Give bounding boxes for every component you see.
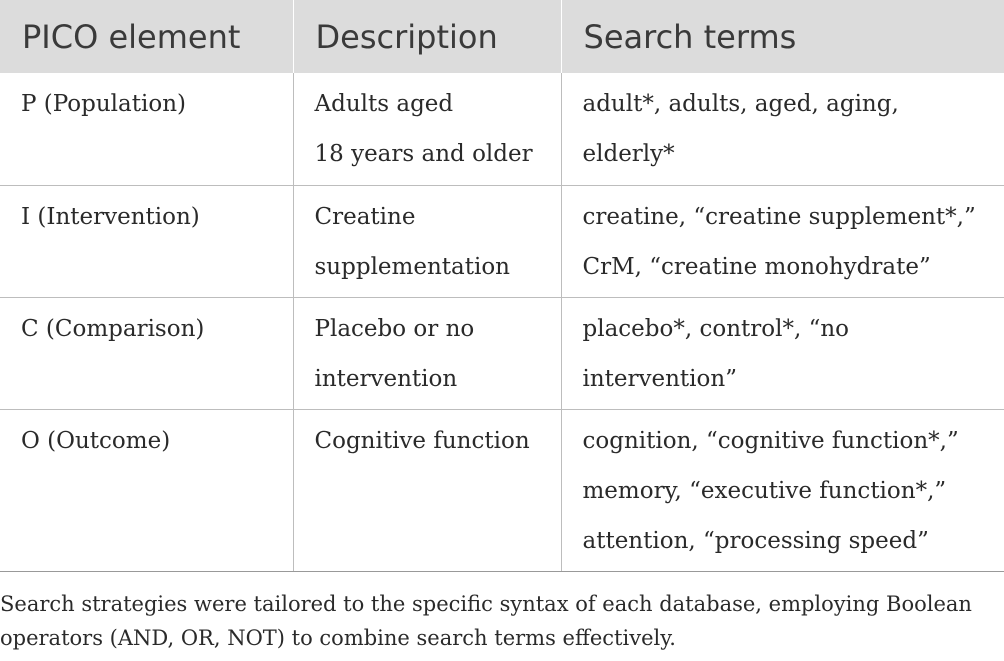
table-row-comparison: [0, 297, 1004, 409]
header-search-terms: Search terms: [561, 0, 1004, 73]
description-line: supplementation: [314, 253, 510, 280]
footnote-line: Search strategies were tailored to the specific syntax of each database, employing Boolean: [0, 592, 972, 616]
description-line: intervention: [314, 365, 458, 392]
terms-line: intervention”: [582, 365, 737, 392]
description-line: Creatine: [314, 203, 416, 230]
cell-description: [293, 185, 561, 297]
footnote-line: operators (AND, OR, NOT) to combine search terms effectively.: [0, 626, 676, 650]
table-row-intervention: [0, 185, 1004, 297]
element-label: P (Population): [21, 91, 186, 117]
table-row-outcome: [0, 409, 1004, 571]
cell-search-terms: [561, 297, 1004, 409]
terms-line: cognition, “cognitive function*,”: [582, 427, 959, 454]
cell-description: [293, 73, 561, 185]
terms-line: creatine, “creatine supplement*,”: [582, 203, 976, 230]
element-label: O (Outcome): [21, 427, 171, 454]
cell-element: [0, 73, 293, 185]
terms-line: CrM, “creatine monohydrate”: [582, 253, 931, 280]
description-line: Cognitive function: [314, 427, 530, 454]
header-pico-element: PICO element: [0, 0, 293, 73]
table-header-row: [0, 0, 1004, 73]
element-label: I (Intervention): [21, 203, 200, 230]
cell-search-terms: [561, 409, 1004, 571]
terms-line: placebo*, control*, “no: [582, 315, 849, 342]
table-footnote: [0, 587, 1004, 655]
description-line: Placebo or no: [314, 315, 475, 342]
table-row-population: [0, 73, 1004, 185]
cell-search-terms: [561, 185, 1004, 297]
element-label: C (Comparison): [21, 315, 205, 342]
terms-line: memory, “executive function*,”: [582, 477, 947, 504]
cell-description: [293, 409, 561, 571]
cell-element: [0, 185, 293, 297]
cell-element: [0, 409, 293, 571]
cell-description: [293, 297, 561, 409]
cell-element: [0, 297, 293, 409]
description-line: 18 years and older: [314, 141, 533, 167]
terms-line: elderly*: [582, 141, 675, 167]
description-line: Adults aged: [314, 91, 454, 117]
cell-search-terms: [561, 73, 1004, 185]
terms-line: adult*, adults, aged, aging,: [582, 91, 899, 117]
terms-line: attention, “processing speed”: [582, 527, 929, 554]
header-description: Description: [293, 0, 561, 73]
